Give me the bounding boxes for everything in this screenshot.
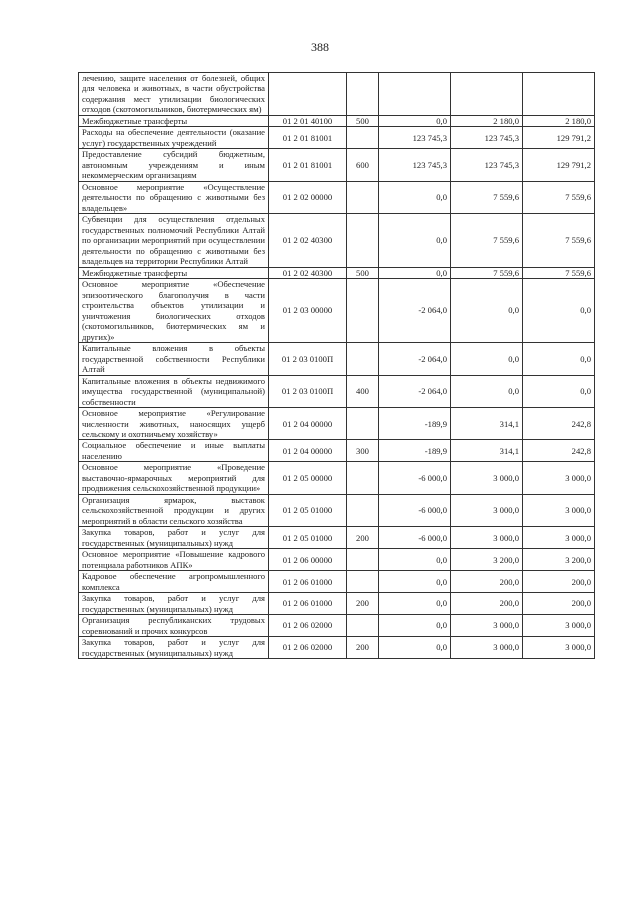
row-code-cell: 01 2 02 40300 bbox=[269, 267, 347, 278]
row-value-2-cell: 314,1 bbox=[451, 440, 523, 462]
row-value-2-cell: 200,0 bbox=[451, 593, 523, 615]
row-code-cell: 01 2 06 02000 bbox=[269, 615, 347, 637]
row-value-1-cell: 0,0 bbox=[379, 615, 451, 637]
row-name-cell: Закупка товаров, работ и услуг для государственных (муниципальных) нужд bbox=[79, 527, 269, 549]
row-value-1-cell: 0,0 bbox=[379, 637, 451, 659]
row-value-1-cell: 0,0 bbox=[379, 214, 451, 267]
row-code-cell: 01 2 05 01000 bbox=[269, 494, 347, 526]
row-name-cell: Социальное обеспечение и иные выплаты населению bbox=[79, 440, 269, 462]
table-row bbox=[79, 149, 595, 181]
row-value-3-cell: 3 200,0 bbox=[523, 549, 595, 571]
row-value-1-cell: 0,0 bbox=[379, 115, 451, 126]
row-expense-type-cell: 300 bbox=[347, 440, 379, 462]
table-row bbox=[79, 462, 595, 494]
row-name-cell: Капитальные вложения в объекты недвижимого имущества государственной (муниципальной) собственности bbox=[79, 375, 269, 407]
table-row bbox=[79, 494, 595, 526]
row-value-1-cell: 0,0 bbox=[379, 571, 451, 593]
row-expense-type-cell bbox=[347, 214, 379, 267]
row-value-2-cell: 123 745,3 bbox=[451, 127, 523, 149]
table-row bbox=[79, 127, 595, 149]
row-expense-type-cell: 500 bbox=[347, 267, 379, 278]
row-value-2-cell bbox=[451, 73, 523, 116]
budget-table-body bbox=[79, 73, 595, 659]
table-row bbox=[79, 267, 595, 278]
row-code-cell: 01 2 05 01000 bbox=[269, 527, 347, 549]
row-expense-type-cell: 500 bbox=[347, 115, 379, 126]
row-code-cell: 01 2 06 01000 bbox=[269, 593, 347, 615]
row-value-2-cell: 7 559,6 bbox=[451, 214, 523, 267]
row-value-3-cell: 3 000,0 bbox=[523, 494, 595, 526]
row-value-3-cell: 7 559,6 bbox=[523, 214, 595, 267]
row-name-cell: Закупка товаров, работ и услуг для государственных (муниципальных) нужд bbox=[79, 637, 269, 659]
row-value-3-cell: 7 559,6 bbox=[523, 267, 595, 278]
row-value-2-cell: 3 000,0 bbox=[451, 527, 523, 549]
row-code-cell: 01 2 02 00000 bbox=[269, 181, 347, 213]
row-value-2-cell: 2 180,0 bbox=[451, 115, 523, 126]
table-row bbox=[79, 527, 595, 549]
row-value-3-cell: 242,8 bbox=[523, 408, 595, 440]
table-row bbox=[79, 615, 595, 637]
row-value-2-cell: 3 000,0 bbox=[451, 494, 523, 526]
row-value-2-cell: 3 200,0 bbox=[451, 549, 523, 571]
row-value-3-cell: 129 791,2 bbox=[523, 149, 595, 181]
row-code-cell: 01 2 04 00000 bbox=[269, 408, 347, 440]
table-row bbox=[79, 214, 595, 267]
row-name-cell: Предоставление субсидий бюджетным, автономным учреждениям и иным некоммерческим организациям bbox=[79, 149, 269, 181]
row-value-1-cell: -189,9 bbox=[379, 408, 451, 440]
row-name-cell: лечению, защите населения от болезней, общих для человека и животных, в части обустройства содержания мест утилизации биологических отходов (скотомогильников, биотермических ям) bbox=[79, 73, 269, 116]
row-code-cell: 01 2 01 40100 bbox=[269, 115, 347, 126]
row-code-cell: 01 2 01 81001 bbox=[269, 149, 347, 181]
budget-table bbox=[78, 72, 595, 659]
row-expense-type-cell: 200 bbox=[347, 637, 379, 659]
row-expense-type-cell bbox=[347, 343, 379, 375]
row-expense-type-cell bbox=[347, 494, 379, 526]
row-value-1-cell: -6 000,0 bbox=[379, 527, 451, 549]
row-value-1-cell: -6 000,0 bbox=[379, 462, 451, 494]
row-expense-type-cell bbox=[347, 408, 379, 440]
table-row bbox=[79, 637, 595, 659]
row-value-1-cell: 0,0 bbox=[379, 267, 451, 278]
row-value-3-cell: 0,0 bbox=[523, 343, 595, 375]
row-name-cell: Кадровое обеспечение агропромышленного комплекса bbox=[79, 571, 269, 593]
row-value-3-cell: 3 000,0 bbox=[523, 637, 595, 659]
table-row bbox=[79, 440, 595, 462]
page-number: 388 bbox=[311, 40, 329, 54]
row-code-cell bbox=[269, 73, 347, 116]
row-code-cell: 01 2 03 00000 bbox=[269, 279, 347, 343]
row-expense-type-cell: 200 bbox=[347, 527, 379, 549]
row-value-1-cell bbox=[379, 73, 451, 116]
row-name-cell: Субвенции для осуществления отдельных государственных полномочий Республики Алтай по организации мероприятий при осуществлении деятельности по обращению с животными без владельцев на территории Республики Алтай bbox=[79, 214, 269, 267]
row-value-1-cell: -2 064,0 bbox=[379, 279, 451, 343]
row-value-3-cell: 7 559,6 bbox=[523, 181, 595, 213]
row-value-3-cell: 200,0 bbox=[523, 593, 595, 615]
row-name-cell: Расходы на обеспечение деятельности (оказание услуг) государственных учреждений bbox=[79, 127, 269, 149]
row-value-2-cell: 0,0 bbox=[451, 375, 523, 407]
row-expense-type-cell bbox=[347, 549, 379, 571]
row-expense-type-cell bbox=[347, 127, 379, 149]
row-value-2-cell: 7 559,6 bbox=[451, 181, 523, 213]
row-expense-type-cell bbox=[347, 615, 379, 637]
row-expense-type-cell bbox=[347, 181, 379, 213]
row-value-2-cell: 3 000,0 bbox=[451, 637, 523, 659]
table-row bbox=[79, 571, 595, 593]
row-code-cell: 01 2 03 0100П bbox=[269, 343, 347, 375]
row-value-1-cell: -2 064,0 bbox=[379, 375, 451, 407]
table-row bbox=[79, 181, 595, 213]
row-value-1-cell: -189,9 bbox=[379, 440, 451, 462]
row-value-3-cell: 242,8 bbox=[523, 440, 595, 462]
row-code-cell: 01 2 06 01000 bbox=[269, 571, 347, 593]
row-value-3-cell: 3 000,0 bbox=[523, 527, 595, 549]
row-name-cell: Основное мероприятие «Повышение кадрового потенциала работников АПК» bbox=[79, 549, 269, 571]
row-value-2-cell: 123 745,3 bbox=[451, 149, 523, 181]
table-row bbox=[79, 375, 595, 407]
row-value-3-cell: 0,0 bbox=[523, 279, 595, 343]
row-value-3-cell: 2 180,0 bbox=[523, 115, 595, 126]
row-name-cell: Капитальные вложения в объекты государственной собственности Республики Алтай bbox=[79, 343, 269, 375]
row-expense-type-cell bbox=[347, 73, 379, 116]
row-value-2-cell: 0,0 bbox=[451, 343, 523, 375]
row-name-cell: Организация республиканских трудовых соревнований и прочих конкурсов bbox=[79, 615, 269, 637]
row-code-cell: 01 2 05 00000 bbox=[269, 462, 347, 494]
row-expense-type-cell bbox=[347, 462, 379, 494]
row-value-1-cell: 123 745,3 bbox=[379, 149, 451, 181]
row-value-3-cell: 200,0 bbox=[523, 571, 595, 593]
row-name-cell: Межбюджетные трансферты bbox=[79, 115, 269, 126]
row-name-cell: Основное мероприятие «Осуществление деятельности по обращению с животными без владельцев» bbox=[79, 181, 269, 213]
table-row bbox=[79, 343, 595, 375]
row-name-cell: Основное мероприятие «Проведение выставочно-ярмарочных мероприятий для продвижения сельскохозяйственной продукции» bbox=[79, 462, 269, 494]
row-expense-type-cell bbox=[347, 571, 379, 593]
row-value-3-cell: 129 791,2 bbox=[523, 127, 595, 149]
table-row bbox=[79, 593, 595, 615]
row-value-3-cell: 3 000,0 bbox=[523, 462, 595, 494]
row-value-1-cell: 123 745,3 bbox=[379, 127, 451, 149]
row-code-cell: 01 2 06 02000 bbox=[269, 637, 347, 659]
row-value-3-cell bbox=[523, 73, 595, 116]
row-expense-type-cell: 600 bbox=[347, 149, 379, 181]
row-value-1-cell: -6 000,0 bbox=[379, 494, 451, 526]
row-expense-type-cell bbox=[347, 279, 379, 343]
row-name-cell: Закупка товаров, работ и услуг для государственных (муниципальных) нужд bbox=[79, 593, 269, 615]
row-name-cell: Основное мероприятие «Обеспечение эпизоотического благополучия в части строительства объектов утилизации и уничтожения биологических отходов (скотомогильников, биотермических ям и других)» bbox=[79, 279, 269, 343]
table-row bbox=[79, 549, 595, 571]
row-expense-type-cell: 400 bbox=[347, 375, 379, 407]
row-value-1-cell: 0,0 bbox=[379, 549, 451, 571]
row-value-1-cell: 0,0 bbox=[379, 181, 451, 213]
table-row bbox=[79, 73, 595, 116]
row-name-cell: Основное мероприятие «Регулирование численности животных, наносящих ущерб сельскому и охотничьему хозяйству» bbox=[79, 408, 269, 440]
row-code-cell: 01 2 03 0100П bbox=[269, 375, 347, 407]
row-name-cell: Межбюджетные трансферты bbox=[79, 267, 269, 278]
row-code-cell: 01 2 01 81001 bbox=[269, 127, 347, 149]
row-code-cell: 01 2 06 00000 bbox=[269, 549, 347, 571]
row-value-2-cell: 3 000,0 bbox=[451, 462, 523, 494]
table-row bbox=[79, 279, 595, 343]
row-code-cell: 01 2 02 40300 bbox=[269, 214, 347, 267]
row-value-1-cell: -2 064,0 bbox=[379, 343, 451, 375]
row-value-3-cell: 3 000,0 bbox=[523, 615, 595, 637]
row-value-2-cell: 0,0 bbox=[451, 279, 523, 343]
row-value-3-cell: 0,0 bbox=[523, 375, 595, 407]
row-value-2-cell: 3 000,0 bbox=[451, 615, 523, 637]
table-row bbox=[79, 115, 595, 126]
row-name-cell: Организация ярмарок, выставок сельскохозяйственной продукции и других мероприятий в области сельского хозяйства bbox=[79, 494, 269, 526]
table-row bbox=[79, 408, 595, 440]
row-code-cell: 01 2 04 00000 bbox=[269, 440, 347, 462]
row-value-2-cell: 7 559,6 bbox=[451, 267, 523, 278]
row-expense-type-cell: 200 bbox=[347, 593, 379, 615]
row-value-1-cell: 0,0 bbox=[379, 593, 451, 615]
row-value-2-cell: 314,1 bbox=[451, 408, 523, 440]
row-value-2-cell: 200,0 bbox=[451, 571, 523, 593]
